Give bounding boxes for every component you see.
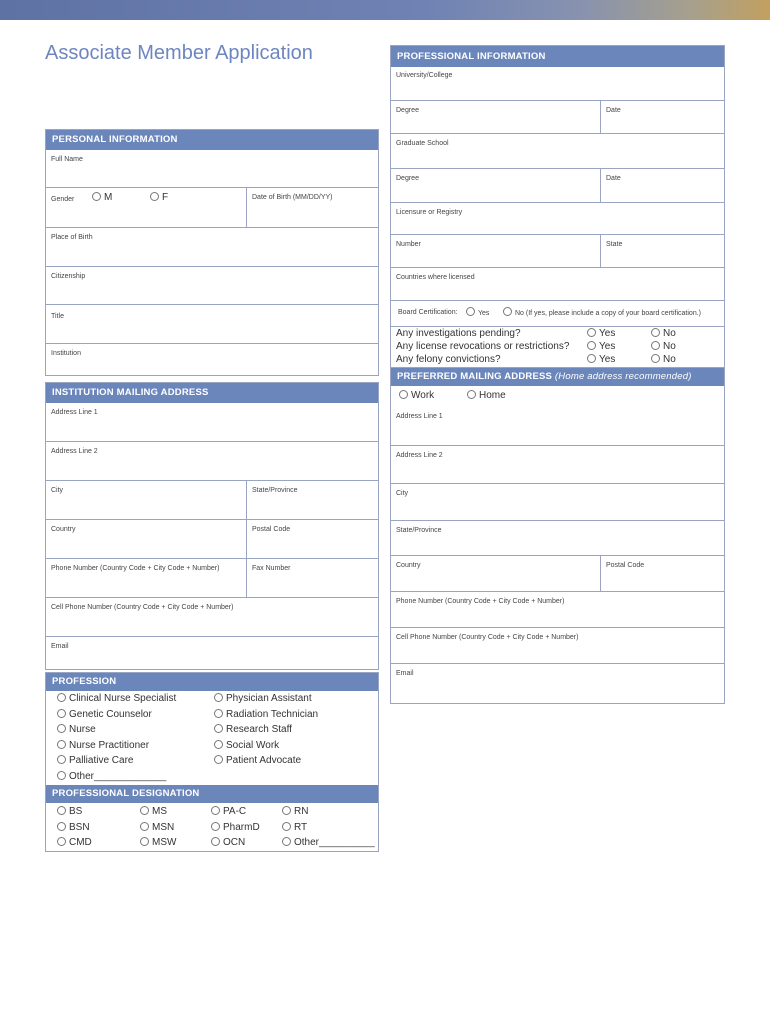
option-label: BSN [69,822,90,833]
state-field[interactable] [246,481,378,519]
date-field[interactable] [600,101,724,133]
radio-icon [211,806,220,815]
work-radio[interactable] [399,390,434,401]
number-state-row [391,235,724,268]
radio-icon [282,822,291,831]
option-label: Nurse Practitioner [69,740,150,751]
profession-option[interactable] [214,693,312,704]
phone-field[interactable] [46,559,246,597]
field-label: State/Province [396,527,442,534]
degree-date-row-2 [391,169,724,203]
question-label: Any felony convictions? [396,354,501,365]
license-state-field[interactable] [600,235,724,267]
field-label: Licensure or Registry [396,209,463,216]
question-no-radio[interactable] [651,341,676,352]
field-label: Address Line 1 [396,413,443,420]
radio-icon [140,837,149,846]
field-label: Citizenship [51,273,86,280]
section-header: PROFESSIONAL INFORMATION [391,46,724,67]
field-label: Address Line 2 [396,452,443,459]
field-label: Place of Birth [51,234,93,241]
place-of-birth-field[interactable] [46,228,378,267]
address-line-2-field[interactable] [46,442,378,481]
radio-icon [399,390,408,399]
profession-option[interactable] [214,724,292,735]
field-label: Email [396,670,414,677]
postal-code-field[interactable] [246,520,378,558]
preferred-cell-phone-field[interactable] [391,628,724,664]
license-number-field[interactable] [391,235,600,267]
designation-option[interactable] [57,822,90,833]
designation-option[interactable] [211,822,260,833]
designation-option[interactable] [211,837,245,848]
option-label: No [663,341,676,352]
preferred-email-field[interactable] [391,664,724,705]
city-field[interactable] [46,481,246,519]
option-label: PharmD [223,822,260,833]
country-field[interactable] [46,520,246,558]
option-label: Patient Advocate [226,755,302,766]
designation-option[interactable] [282,822,307,833]
option-label: MS [152,806,167,817]
radio-icon [214,709,223,718]
radio-icon [587,341,596,350]
radio-icon [57,771,66,780]
radio-icon [214,724,223,733]
licensure-field[interactable] [391,203,724,235]
work-home-row [391,386,724,410]
field-label: Fax Number [252,565,291,572]
option-label: Radiation Technician [226,709,319,720]
radio-icon [651,341,660,350]
institution-field[interactable] [46,344,378,377]
profession-option[interactable] [214,755,301,766]
option-label: No [663,354,676,365]
option-label: No [663,328,676,339]
option-label: Social Work [226,740,280,751]
radio-icon [211,837,220,846]
field-label: Email [51,643,69,650]
radio-icon [214,740,223,749]
radio-icon [214,693,223,702]
field-label: Countries where licensed [396,274,475,281]
option-label: Other__________ [294,837,375,848]
field-label: Country [396,562,421,569]
option-label: RN [294,806,309,817]
field-label: Phone Number (Country Code + City Code + Number) [51,565,220,572]
designation-option[interactable] [140,837,176,848]
page-title: Associate Member Application [45,42,313,64]
radio-icon [211,822,220,831]
university-field[interactable] [391,67,724,101]
option-label: Work [411,390,435,401]
personal-info-section [45,129,379,376]
radio-icon [57,837,66,846]
designation-option[interactable] [140,822,174,833]
profession-option[interactable] [57,693,176,704]
option-label: CMD [69,837,92,848]
section-header: PROFESSION [46,673,378,691]
field-label: Title [51,313,64,320]
field-label: City [51,487,64,494]
profession-option[interactable] [214,709,318,720]
professional-info-section [390,45,725,704]
field-label: Degree [396,107,419,114]
citizenship-field[interactable] [46,267,378,305]
radio-icon [140,822,149,831]
fax-field[interactable] [246,559,378,597]
preferred-state-field[interactable] [391,521,724,556]
designation-option[interactable] [140,806,167,817]
preferred-phone-field[interactable] [391,592,724,628]
field-label: University/College [396,72,453,79]
option-label: F [162,192,169,203]
radio-icon [57,755,66,764]
cell-phone-field[interactable] [46,598,378,637]
phone-fax-row [46,559,378,598]
radio-icon [651,354,660,363]
question-no-radio[interactable] [651,354,676,365]
option-label: Genetic Counselor [69,709,152,720]
field-label: Full Name [51,156,83,163]
option-label: Yes [599,341,616,352]
option-label: MSN [152,822,175,833]
gender-row [46,188,378,228]
radio-icon [57,709,66,718]
profession-other-option[interactable] [57,771,166,782]
countries-licensed-field[interactable] [391,268,724,301]
radio-icon [150,192,159,201]
question-yes-radio[interactable] [587,354,615,365]
field-label: Phone Number (Country Code + City Code + Number) [396,598,565,605]
preferred-country-field[interactable] [391,556,600,591]
profession-option[interactable] [214,740,279,751]
field-label: State/Province [252,487,298,494]
section-note: (Home address recommended) [554,371,692,382]
section-header: PERSONAL INFORMATION [46,130,378,150]
field-label: Postal Code [252,526,291,533]
option-label: BS [69,806,83,817]
gender-f-radio[interactable] [150,192,168,203]
question-label: Any investigations pending? [396,328,521,339]
option-label: Physician Assistant [226,693,312,704]
radio-icon [467,390,476,399]
profession-option[interactable] [57,724,96,735]
preferred-postal-field[interactable] [600,556,724,591]
radio-icon [587,328,596,337]
option-label: Yes [478,310,490,317]
gender-m-radio[interactable] [92,192,112,203]
questions-block [391,327,724,368]
radio-icon [57,806,66,815]
radio-icon [57,724,66,733]
profession-option[interactable] [57,709,152,720]
field-label: Gender [51,196,75,203]
degree-field[interactable] [391,169,600,202]
radio-icon [466,307,475,316]
degree-date-row [391,101,724,134]
radio-icon [282,837,291,846]
radio-icon [214,755,223,764]
radio-icon [57,693,66,702]
field-label: Address Line 1 [51,409,98,416]
option-label: Research Staff [226,724,292,735]
country-postal-row [46,520,378,559]
board-cert-no-radio[interactable] [503,307,701,317]
full-name-field[interactable] [46,150,378,188]
section-header [391,368,724,386]
option-label: Home [479,390,506,401]
radio-icon [651,328,660,337]
field-label: Address Line 2 [51,448,98,455]
radio-icon [92,192,101,201]
field-label: Date of Birth (MM/DD/YY) [252,194,333,201]
designation-option[interactable] [57,806,82,817]
graduate-school-field[interactable] [391,134,724,169]
designation-option[interactable] [211,806,246,817]
option-label: Nurse [69,724,96,735]
field-label: Postal Code [606,562,645,569]
preferred-city-field[interactable] [391,484,724,521]
field-label: Institution [51,350,81,357]
field-label: Degree [396,175,419,182]
field-label: City [396,490,409,497]
profession-option[interactable] [57,740,149,751]
option-label: Palliative Care [69,755,134,766]
date-field[interactable] [600,169,724,202]
profession-section [45,672,379,852]
question-label: Any license revocations or restrictions? [396,341,570,352]
field-label: Cell Phone Number (Country Code + City Code + Number) [51,604,234,611]
option-label: OCN [223,837,246,848]
home-radio[interactable] [467,390,506,401]
profession-option[interactable] [57,755,133,766]
field-label: Date [606,107,621,114]
radio-icon [587,354,596,363]
section-header: INSTITUTION MAILING ADDRESS [46,383,378,403]
preferred-country-postal-row [391,556,724,592]
question-yes-radio[interactable] [587,328,615,339]
degree-field[interactable] [391,101,600,133]
option-label: Yes [599,354,616,365]
title-field[interactable] [46,305,378,344]
section-title: PREFERRED MAILING ADDRESS [397,371,553,382]
option-label: MSW [152,837,177,848]
field-label: Graduate School [396,140,449,147]
designation-option[interactable] [282,806,308,817]
option-label: PA-C [223,806,247,817]
question-no-radio[interactable] [651,328,676,339]
radio-icon [140,806,149,815]
board-cert-yes-radio[interactable] [466,307,489,317]
field-label: State [606,241,623,248]
radio-icon [57,740,66,749]
field-label: Country [51,526,76,533]
email-field[interactable] [46,637,378,671]
field-label: Number [396,241,421,248]
preferred-address-line-2-field[interactable] [391,446,724,484]
preferred-address-line-1-field[interactable] [391,410,724,446]
designation-option[interactable] [57,837,92,848]
option-label: No (If yes, please include a copy of your board certification.) [515,310,701,317]
option-label: Yes [599,328,616,339]
field-label: Date [606,175,621,182]
board-cert-label: Board Certification: [398,309,458,316]
option-label: Clinical Nurse Specialist [69,693,177,704]
option-label: M [104,192,113,203]
radio-icon [282,806,291,815]
designation-other-option[interactable] [282,837,375,848]
radio-icon [503,307,512,316]
radio-icon [57,822,66,831]
header-band [0,0,770,20]
section-header: PROFESSIONAL DESIGNATION [46,785,378,803]
question-yes-radio[interactable] [587,341,615,352]
board-certification-row [391,301,724,327]
city-state-row [46,481,378,520]
dob-field[interactable] [246,188,378,227]
option-label: RT [294,822,308,833]
option-label: Other_____________ [69,771,167,782]
institution-address-section [45,382,379,670]
address-line-1-field[interactable] [46,403,378,442]
field-label: Cell Phone Number (Country Code + City Code + Number) [396,634,579,641]
